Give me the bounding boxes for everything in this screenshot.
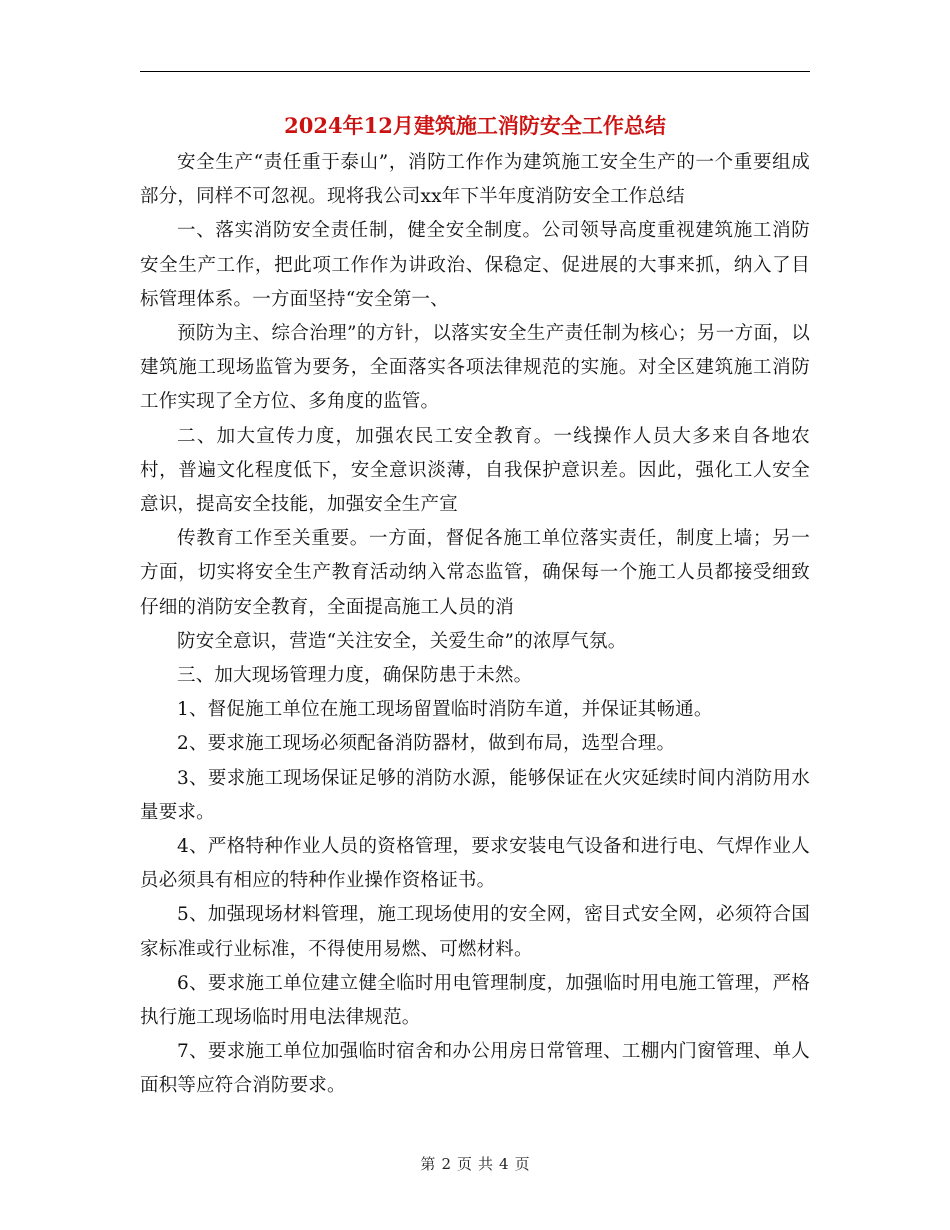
paragraph-section-2-end: 防安全意识，营造“关注安全，关爱生命”的浓厚气氛。 bbox=[177, 630, 627, 652]
paragraph-intro: 安全生产“责任重于泰山”，消防工作作为建筑施工安全生产的一个重要组成部分，同样不可忽视。现将我公司xx年下半年度消防安全工作总结 bbox=[140, 152, 810, 208]
list-item-3: 3、要求施工现场保证足够的消防水源，能够保证在火灾延续时间内消防用水量要求。 bbox=[140, 767, 810, 823]
header-rule bbox=[140, 71, 810, 72]
total-prefix: 共 bbox=[478, 1155, 494, 1173]
paragraph-section-1: 一、落实消防安全责任制，健全安全制度。公司领导高度重视建筑施工消防安全生产工作，把此项工作作为讲政治、保稳定、促进展的大事来抓，纳入了目标管理体系。一方面坚持“安全第一、 bbox=[140, 220, 810, 310]
list-item-2: 2、要求施工现场必须配备消防器材，做到布局，选型合理。 bbox=[177, 733, 676, 755]
total-pages-number: 4 bbox=[499, 1155, 509, 1173]
paragraph-section-2: 二、加大宣传力度，加强农民工安全教育。一线操作人员大多来自各地农村，普遍文化程度低下，安全意识淡薄，自我保护意识差。因此，强化工人安全意识，提高安全技能，加强安全生产宣 bbox=[140, 425, 810, 516]
page-prefix: 第 bbox=[420, 1155, 436, 1173]
list-item-5: 5、加强现场材料管理，施工现场使用的安全网，密目式安全网，必须符合国家标准或行业标准，不得使用易燃、可燃材料。 bbox=[140, 904, 810, 960]
document-body bbox=[140, 146, 810, 1104]
list-item-1: 1、督促施工单位在施工现场留置临时消防车道，并保证其畅通。 bbox=[177, 699, 713, 721]
document-title: 2024年12月建筑施工消防安全工作总结 bbox=[284, 113, 666, 138]
list-item-7: 7、要求施工单位加强临时宿舍和办公用房日常管理、工棚内门窗管理、单人面积等应符合消防要求。 bbox=[140, 1041, 810, 1097]
paragraph-section-3: 三、加大现场管理力度，确保防患于未然。 bbox=[177, 665, 533, 687]
total-unit: 页 bbox=[514, 1155, 530, 1173]
current-page-number: 2 bbox=[441, 1155, 451, 1173]
list-item-4: 4、严格特种作业人员的资格管理，要求安装电气设备和进行电、气焊作业人员必须具有相应的特种作业操作资格证书。 bbox=[140, 836, 810, 892]
page-unit: 页 bbox=[456, 1155, 472, 1173]
page-footer bbox=[0, 1152, 950, 1176]
paragraph-section-1-cont: 预防为主、综合治理”的方针，以落实安全生产责任制为核心；另一方面，以建筑施工现场监管为要务，全面落实各项法律规范的实施。对全区建筑施工消防工作实现了全方位、多角度的监管。 bbox=[140, 323, 810, 413]
list-item-6: 6、要求施工单位建立健全临时用电管理制度，加强临时用电施工管理，严格执行施工现场临时用电法律规范。 bbox=[140, 972, 810, 1029]
paragraph-section-2-cont: 传教育工作至关重要。一方面，督促各施工单位落实责任，制度上墙；另一方面，切实将安全生产教育活动纳入常态监管，确保每一个施工人员都接受细致仔细的消防安全教育，全面提高施工人员的消 bbox=[140, 528, 810, 618]
